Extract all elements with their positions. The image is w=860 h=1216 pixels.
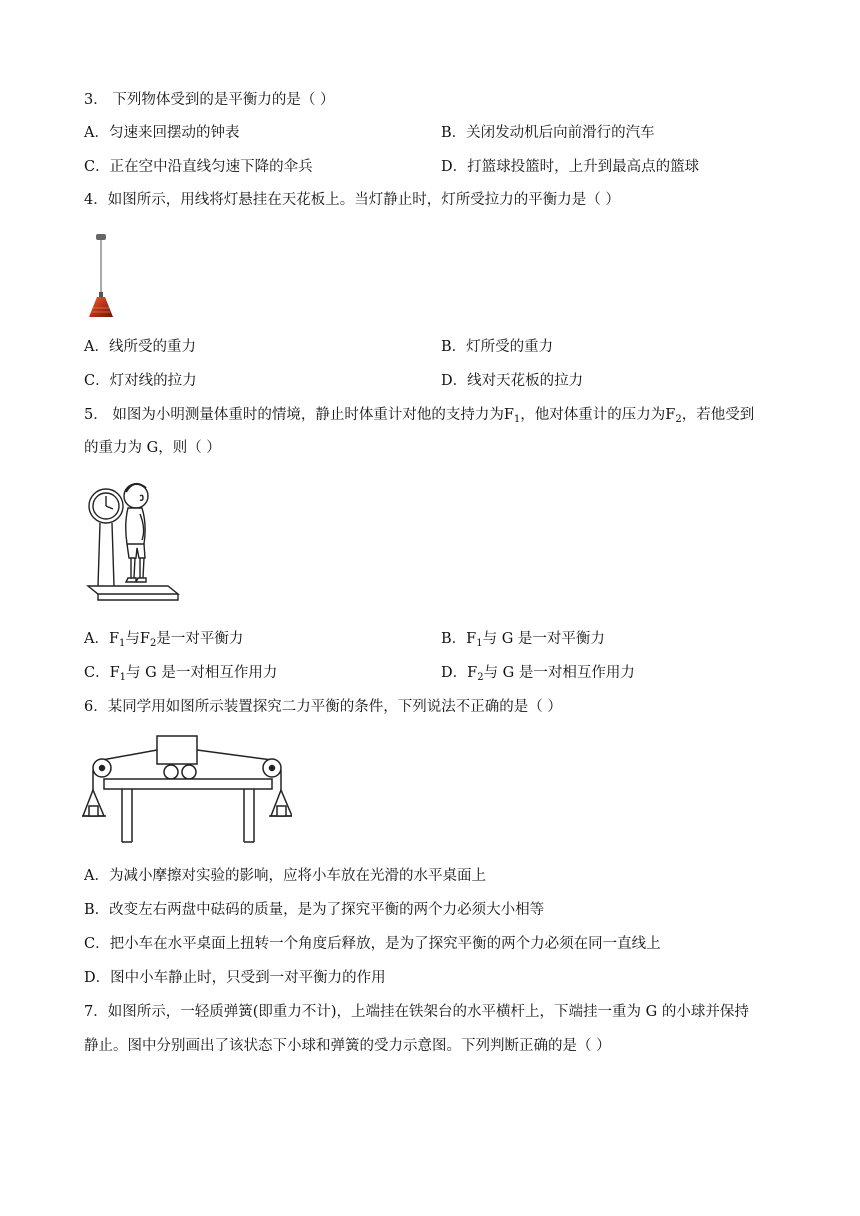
q3-option-d: D．打篮球投篮时，上升到最高点的篮球 xyxy=(441,159,700,175)
q6-option-d: D．图中小车静止时，只受到一对平衡力的作用 xyxy=(84,970,386,986)
q6-option-c: C．把小车在水平桌面上扭转一个角度后释放，是为了探究平衡的两个力必须在同一直线上 xyxy=(84,936,661,952)
q5-option-c: C．$F_1$与 G 是一对相互作用力 xyxy=(84,665,278,683)
q5-option-a: A．$F_1$与$F_2$是一对平衡力 xyxy=(84,631,244,649)
q5-stem-line1: 5． 如图为小明测量体重时的情境，静止时体重计对他的支持力为$F_1$，他对体重计的压力为$F_2$，若他受到 xyxy=(84,407,755,425)
q6-stem: 6．某同学用如图所示装置探究二力平衡的条件，下列说法不正确的是（ ） xyxy=(84,699,562,715)
q7-stem-line1: 7．如图所示，一轻质弹簧(即重力不计)，上端挂在铁架台的水平横杆上，下端挂一重为 G 的小球并保持 xyxy=(84,1004,749,1020)
q4-option-b: B．灯所受的重力 xyxy=(441,339,554,355)
q5-option-b: B．$F_1$与 G 是一对平衡力 xyxy=(441,631,605,649)
q7-stem-line2: 静止。图中分别画出了该状态下小球和弹簧的受力示意图。下列判断正确的是（ ） xyxy=(84,1038,611,1054)
q5-option-d: D．$F_2$与 G 是一对相互作用力 xyxy=(441,665,635,683)
q5-stem-line2: 的重力为 G，则（ ） xyxy=(84,440,221,456)
hanging-lamp-figure xyxy=(86,232,116,322)
q3-stem: 3． 下列物体受到的是平衡力的是（ ） xyxy=(84,92,335,108)
q6-option-b: B．改变左右两盘中砝码的质量，是为了探究平衡的两个力必须大小相等 xyxy=(84,902,545,918)
q4-option-c: C．灯对线的拉力 xyxy=(84,373,197,389)
q6-option-a: A．为减小摩擦对实验的影响，应将小车放在光滑的水平桌面上 xyxy=(84,868,486,884)
weighing-scale-figure xyxy=(84,474,184,606)
q3-option-b: B．关闭发动机后向前滑行的汽车 xyxy=(441,125,655,141)
q4-option-d: D．线对天花板的拉力 xyxy=(441,373,584,389)
q4-stem: 4．如图所示，用线将灯悬挂在天花板上。当灯静止时，灯所受拉力的平衡力是（ ） xyxy=(84,192,620,208)
q3-option-c: C．正在空中沿直线匀速下降的伞兵 xyxy=(84,159,313,175)
q3-option-a: A．匀速来回摆动的钟表 xyxy=(84,125,240,141)
two-force-balance-apparatus-figure xyxy=(82,732,292,852)
q4-option-a: A．线所受的重力 xyxy=(84,339,196,355)
